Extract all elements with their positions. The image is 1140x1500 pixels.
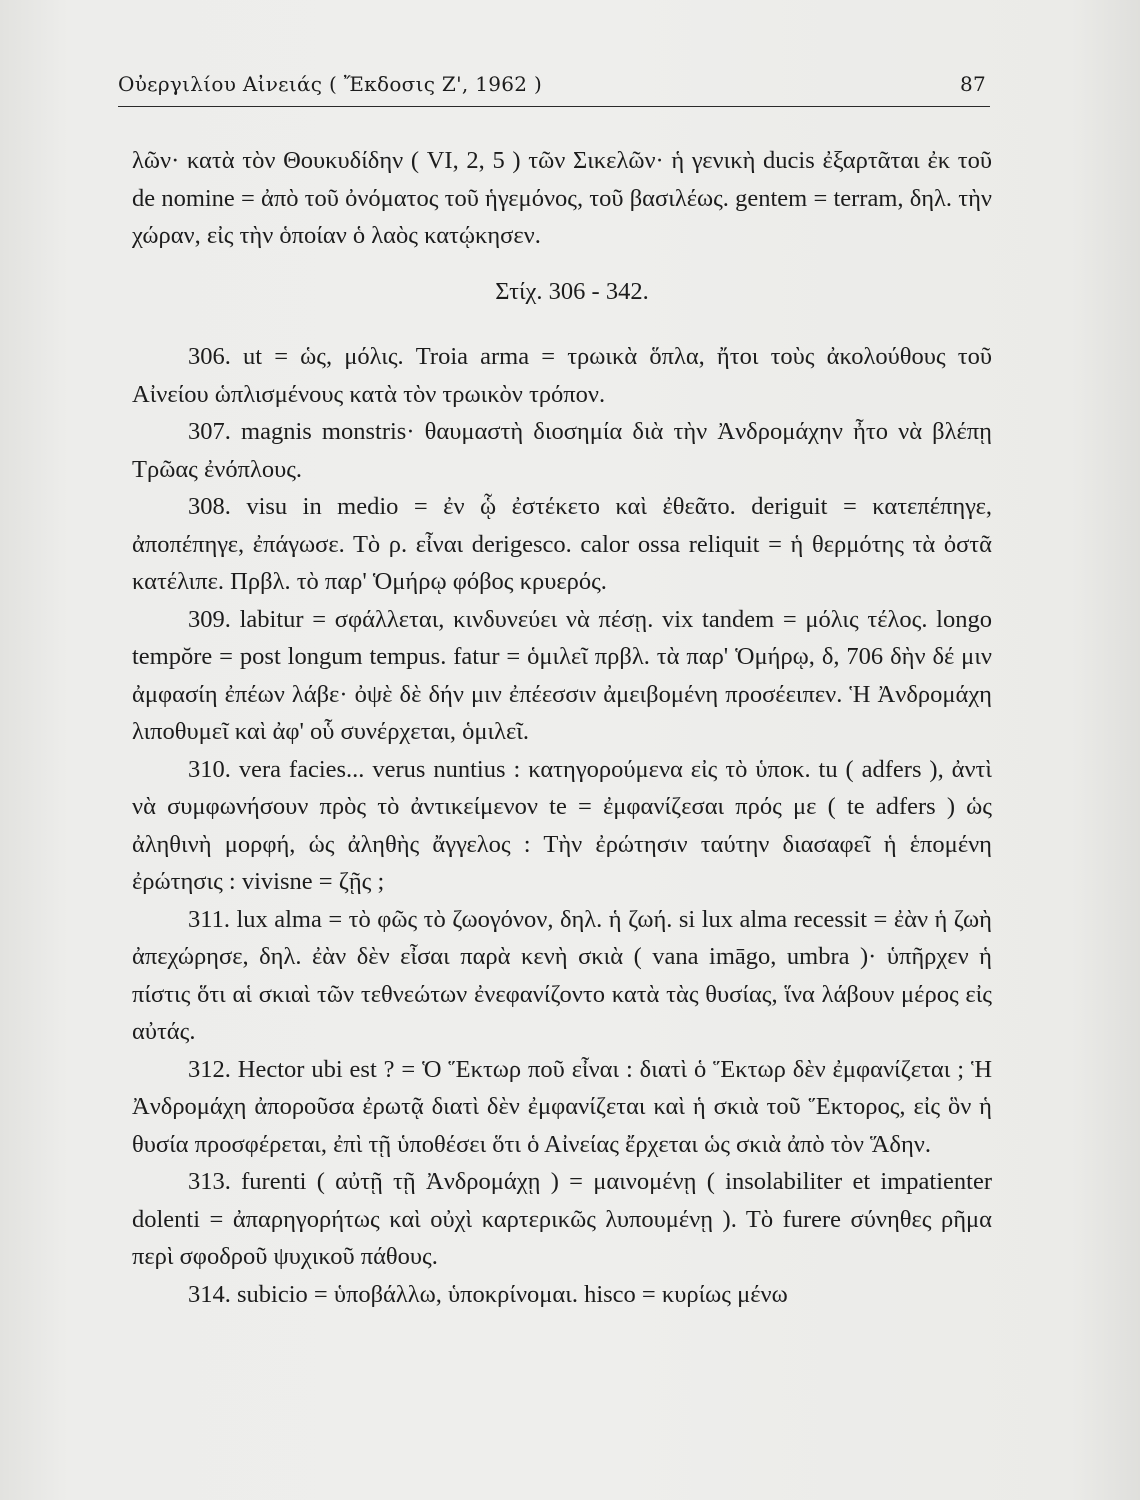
note-309: 309. labitur = σφάλλεται, κινδυνεύει νὰ πέσῃ. vix tandem = μόλις τέλος. longo tempŏre = post longum tempus. fatur = ὁμιλεῖ πρβλ. τὰ παρ' Ὁμήρῳ, δ, 706 δὴν δέ μιν ἀμφασίη ἐπέων λάβε· ὀψὲ δὲ δήν μιν ἐπέεσσιν ἀμειβομένη προσέειπεν. Ἡ Ἀνδρομάχη λιποθυμεῖ καὶ ἀφ' οὗ συνέρχεται, ὁμιλεῖ. bbox=[132, 605, 992, 745]
note-314: 314. subicio = ὑποβάλλω, ὑποκρίνομαι. hisco = κυρίως μένω bbox=[188, 1280, 788, 1308]
note-308: 308. visu in medio = ἐν ᾧ ἐστέκετο καὶ ἐθεᾶτο. deriguit = κατεπέπηγε, ἀποπέπηγε, ἐπάγωσε. Τὸ ρ. εἶναι derigesco. calor ossa reliquit = ἡ θερμότης τὰ ὀστᾶ κατέλιπε. Πρβλ. τὸ παρ' Ὁμήρῳ φόβος κρυερός. bbox=[132, 493, 992, 595]
section-heading: Στίχ. 306 - 342. bbox=[495, 277, 649, 305]
note-310: 310. vera facies... verus nuntius : κατηγορούμενα εἰς τὸ ὑποκ. tu ( adfers ), ἀντὶ νὰ συμφωνήσουν πρὸς τὸ ἀντικείμενον te = ἐμφανίζεσαι πρός με ( te adfers ) ὡς ἀληθινὴ μορφή, ὡς ἀληθὴς ἄγγελος : Τὴν ἐρώτησιν ταύτην διασαφεῖ ἡ ἑπομένη ἐρώτησις : vivisne = ζῇς ; bbox=[132, 755, 992, 895]
note-313: 313. furenti ( αὐτῇ τῇ Ἀνδρομάχῃ ) = μαινομένῃ ( insolabiliter et impatienter dolenti = ἀπαρηγορήτως καὶ οὐχὶ καρτερικῶς λυπουμένῃ ). Τὸ furere σύνηθες ρῆμα περὶ σφοδροῦ ψυχικοῦ πάθους. bbox=[132, 1168, 992, 1270]
intro-paragraph: λῶν· κατὰ τὸν Θουκυδίδην ( VI, 2, 5 ) τῶν Σικελῶν· ἡ γενικὴ ducis ἐξαρτᾶται ἐκ τοῦ de nomine = ἀπὸ τοῦ ὀνόματος τοῦ ἡγεμόνος, τοῦ βασιλέως. gentem = terram, δηλ. τὴν χώραν, εἰς τὴν ὁποίαν ὁ λαὸς κατῴκησεν. bbox=[132, 147, 992, 249]
page-number: 87 bbox=[959, 72, 986, 96]
running-title: Οὐεργιλίου Αἰνειάς ( Ἔκδοσις Ζ', 1962 ) bbox=[118, 72, 543, 96]
note-311: 311. lux alma = τὸ φῶς τὸ ζωογόνον, δηλ. ἡ ζωή. si lux alma recessit = ἐὰν ἡ ζωὴ ἀπεχώρησε, δηλ. ἐὰν δὲν εἶσαι παρὰ κενὴ σκιὰ ( vana imāgo, umbra )· ὑπῆρχεν ἡ πίστις ὅτι αἱ σκιαὶ τῶν τεθνεώτων ἐνεφανίζοντο κατὰ τὰς θυσίας, ἵνα λάβουν μέρος εἰς αὐτάς. bbox=[132, 905, 992, 1045]
note-312: 312. Hector ubi est ? = Ὁ Ἕκτωρ ποῦ εἶναι : διατὶ ὁ Ἕκτωρ δὲν ἐμφανίζεται ; Ἡ Ἀνδρομάχη ἀποροῦσα ἐρωτᾷ διατὶ δὲν ἐμφανίζεται καὶ ἡ σκιὰ τοῦ Ἕκτορος, εἰς ὃν ἡ θυσία προσφέρεται, ἐπὶ τῇ ὑποθέσει ὅτι ὁ Αἰνείας ἔρχεται ὡς σκιὰ ἀπὸ τὸν Ἅδην. bbox=[132, 1055, 992, 1158]
note-306: 306. ut = ὡς, μόλις. Troia arma = τρωικὰ ὅπλα, ἤτοι τοὺς ἀκολούθους τοῦ Αἰνείου ὡπλισμένους κατὰ τὸν τρωικὸν τρόπον. bbox=[132, 343, 992, 408]
note-307: 307. magnis monstris· θαυμαστὴ διοσημία διὰ τὴν Ἀνδρομάχην ἦτο νὰ βλέπῃ Τρῶας ἐνόπλους. bbox=[132, 418, 992, 483]
page-body bbox=[132, 142, 992, 1313]
running-header bbox=[118, 70, 990, 107]
